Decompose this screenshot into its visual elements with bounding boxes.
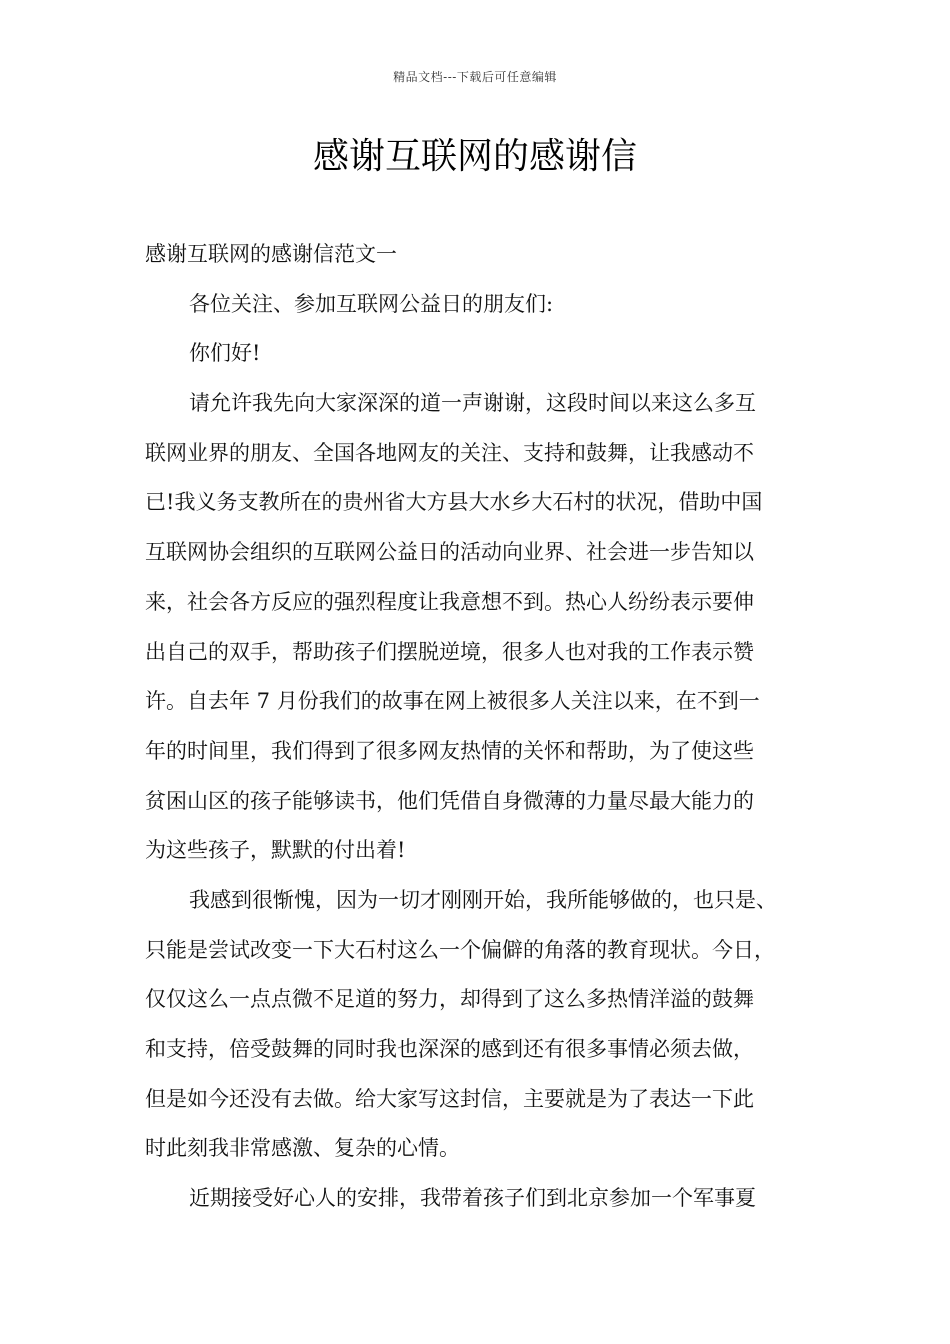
body-line: 已!我义务支教所在的贵州省大方县大水乡大石村的状况，借助中国 — [145, 490, 763, 515]
body-line: 来，社会各方反应的强烈程度让我意想不到。热心人纷纷表示要伸 — [145, 589, 754, 614]
body-line: 年的时间里，我们得到了很多网友热情的关怀和帮助，为了使这些 — [145, 738, 754, 763]
body-line: 各位关注、参加互联网公益日的朋友们: — [189, 291, 554, 316]
document-title: 感谢互联网的感谢信 — [312, 136, 637, 177]
body-line: 请允许我先向大家深深的道一声谢谢，这段时间以来这么多互 — [189, 391, 756, 416]
body-line: 贫困山区的孩子能够读书，他们凭借自身微薄的力量尽最大能力的 — [145, 788, 754, 813]
body-line: 联网业界的朋友、全国各地网友的关注、支持和鼓舞，让我感动不 — [145, 440, 754, 465]
body-line: 互联网协会组织的互联网公益日的活动向业界、社会进一步告知以 — [145, 540, 754, 565]
body-line: 仅仅这么一点点微不足道的努力，却得到了这么多热情洋溢的鼓舞 — [145, 987, 754, 1012]
body-line: 只能是尝试改变一下大石村这么一个偏僻的角落的教育现状。今日， — [145, 937, 775, 962]
body-line: 但是如今还没有去做。给大家写这封信，主要就是为了表达一下此 — [145, 1086, 754, 1111]
body-line: 时此刻我非常感激、复杂的心情。 — [145, 1136, 460, 1161]
body-line: 感谢互联网的感谢信范文一 — [145, 242, 397, 266]
body-line: 近期接受好心人的安排，我带着孩子们到北京参加一个军事夏 — [189, 1186, 756, 1211]
header-note: 精品文档---下载后可任意编辑 — [393, 70, 557, 84]
body-line: 我感到很惭愧，因为一切才刚刚开始，我所能够做的，也只是、 — [189, 887, 777, 912]
body-line: 和支持，倍受鼓舞的同时我也深深的感到还有很多事情必须去做， — [145, 1037, 754, 1061]
body-line: 你们好! — [189, 341, 261, 366]
letter-body — [145, 230, 815, 1224]
body-line: 许。自去年 7 月份我们的故事在网上被很多人关注以来，在不到一 — [145, 689, 760, 714]
body-line: 出自己的双手，帮助孩子们摆脱逆境，很多人也对我的工作表示赞 — [145, 639, 754, 664]
body-line: 为这些孩子，默默的付出着! — [145, 838, 406, 863]
